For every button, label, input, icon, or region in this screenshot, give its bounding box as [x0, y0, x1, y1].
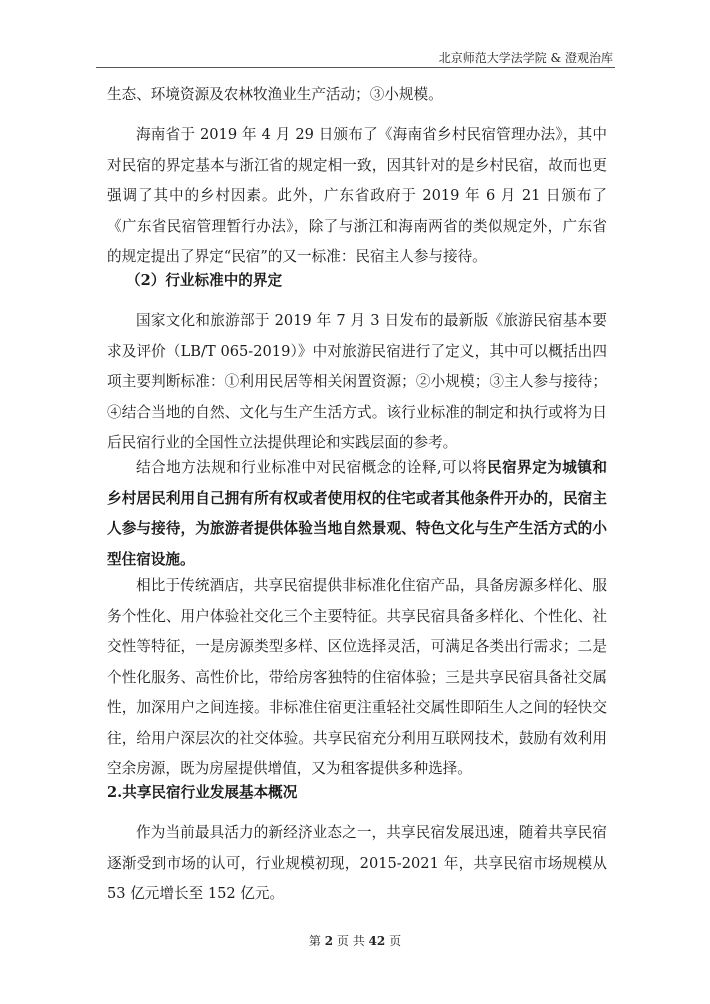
section-heading-development: 2.共享民宿行业发展基本概况 — [107, 784, 298, 801]
footer-middle: 页 共 — [333, 934, 369, 948]
page-footer — [0, 932, 710, 949]
page-header: 北京师范大学法学院 & 澄观治库 — [438, 51, 613, 65]
paragraph-continued: 生态、环境资源及农林牧渔业生产活动；③小规模。 — [107, 86, 443, 103]
footer-prefix: 第 — [308, 934, 325, 948]
header-rule — [96, 67, 615, 68]
paragraph-hainan-guangdong: 海南省于 2019 年 4 月 29 日颁布了《海南省乡村民宿管理办法》，其中对民宿的界定基本与浙江省的规定相一致，因其针对的是乡村民宿，故而也更强调了其中的乡村因素。此外，广东省政府于 2019 年 6 月 21 日颁布了《广东省民宿管理暂行办法》，除了与浙江和海南两省的类似规定外，广东省的规定提出了界定“民宿”的又一标准：民宿主人参与接待。 — [107, 126, 607, 265]
paragraph-definition — [107, 453, 607, 575]
definition-bold-text: 民宿界定为城镇和乡村居民利用自己拥有所有权或者使用权的住宅或者其他条件开办的，民宿主人参与接待，为旅游者提供体验当地自然景观、特色文化与生产生活方式的小型住宿设施。 — [107, 459, 607, 568]
footer-total-pages: 42 — [368, 934, 386, 948]
definition-lead-text: 结合地方法规和行业标准中对民宿概念的诠释,可以将 — [136, 459, 488, 476]
paragraph-market-size: 作为当前最具活力的新经济业态之一，共享民宿发展迅速，随着共享民宿逐渐受到市场的认可，行业规模初现，2015-2021 年，共享民宿市场规模从 53 亿元增长至 152 亿元。 — [107, 824, 607, 902]
paragraph-features: 相比于传统酒店，共享民宿提供非标准化住宿产品，具备房源多样化、服务个性化、用户体验社交化三个主要特征。共享民宿具备多样化、个性化、社交性等特征，一是房源类型多样、区位选择灵活，可满足各类出行需求；二是个性化服务、高性价比，带给房客独特的住宿体验；三是共享民宿具备社交属性，加深用户之间连接。非标准住宿更注重轻社交属性即陌生人之间的轻快交往，给用户深层次的社交体验。共享民宿充分利用互联网技术，鼓励有效利用空余房源，既为房屋提供增值，又为租客提供多种选择。 — [107, 577, 607, 777]
footer-current-page: 2 — [324, 934, 334, 948]
section-heading-industry-standard: （2）行业标准中的界定 — [126, 272, 283, 289]
footer-suffix: 页 — [385, 934, 402, 948]
paragraph-industry-standard: 国家文化和旅游部于 2019 年 7 月 3 日发布的最新版《旅游民宿基本要求及评价（LB/T 065-2019）》中对旅游民宿进行了定义，其中可以概括出四项主要判断标准：①利用民居等相关闲置资源；②小规模；③主人参与接待；④结合当地的自然、文化与生产生活方式。该行业标准的制定和执行或将为日后民宿行业的全国性立法提供理论和实践层面的参考。 — [107, 312, 607, 451]
